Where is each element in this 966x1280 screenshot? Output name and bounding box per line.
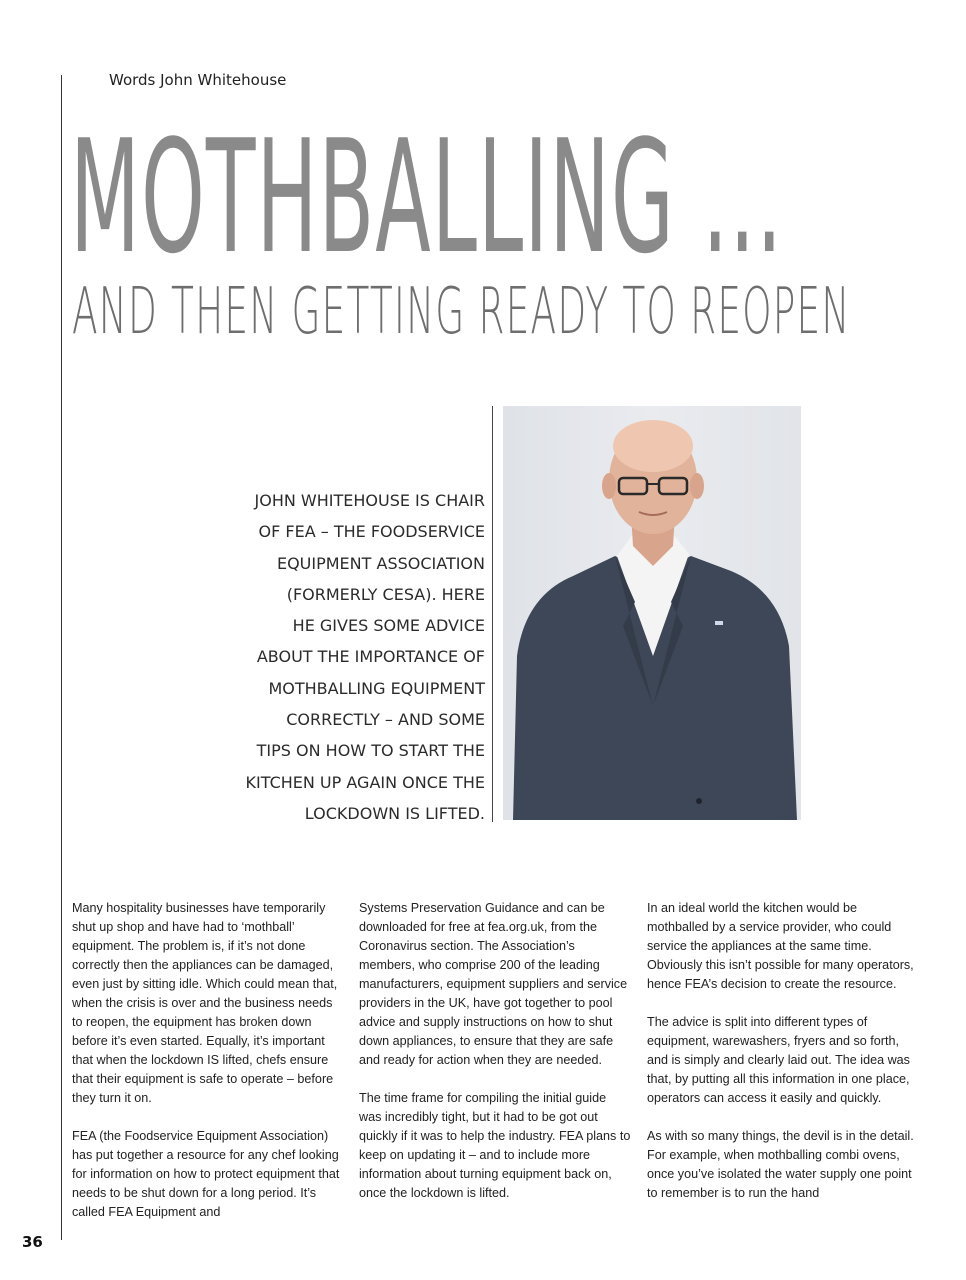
portrait-illustration — [503, 406, 801, 820]
body-column-2 — [359, 899, 631, 1222]
author-portrait-photo — [503, 406, 801, 820]
standfirst-line: TIPS ON HOW TO START THE — [256, 741, 485, 761]
page-number: 36 — [22, 1233, 43, 1251]
standfirst — [222, 485, 485, 829]
standfirst-line: JOHN WHITEHOUSE IS CHAIR — [254, 491, 485, 510]
standfirst-line: ABOUT THE IMPORTANCE OF — [256, 647, 485, 667]
body-paragraph: FEA (the Foodservice Equipment Association) has put together a resource for any chef looking for information on how to protect equipment that needs to be shut down for a long period. It’s called FEA Equipment and — [72, 1129, 340, 1219]
standfirst-line: CORRECTLY – AND SOME — [286, 710, 485, 730]
byline: Words John Whitehouse — [109, 71, 287, 89]
standfirst-rule — [492, 406, 493, 822]
standfirst-line: KITCHEN UP AGAIN ONCE THE — [245, 772, 485, 792]
standfirst-line: LOCKDOWN IS LIFTED. — [304, 803, 485, 823]
body-paragraph: The time frame for compiling the initial guide was incredibly tight, but it had to be got out quickly if it was to help the industry. FEA plans to keep on updating it – and to include more information about turning equipment back on, once the lockdown is lifted. — [359, 1091, 631, 1200]
body-paragraph: In an ideal world the kitchen would be mothballed by a service provider, who could service the appliances at the same time. Obviously this isn’t possible for many operators, hence FEA’s decision to create the resource. — [647, 901, 914, 991]
body-paragraph: The advice is split into different types of equipment, warewashers, fryers and so forth, and is simply and clearly laid out. The idea was that, by putting all this information in one place, operators can access it easily and quickly. — [647, 1015, 910, 1105]
body-column-1 — [72, 899, 344, 1241]
subheadline: AND THEN GETTING READY TO REOPEN — [72, 275, 851, 349]
standfirst-line: EQUIPMENT ASSOCIATION — [276, 553, 485, 573]
body-column-3 — [647, 899, 922, 1222]
standfirst-line: HE GIVES SOME ADVICE — [292, 616, 485, 636]
standfirst-line: OF FEA – THE FOODSERVICE — [258, 522, 485, 542]
body-paragraph: As with so many things, the devil is in the detail. For example, when mothballing combi ovens, once you’ve isolated the water supply one point to remember is to run the hand — [647, 1129, 914, 1200]
headline: MOTHBALLING … — [70, 106, 784, 288]
body-paragraph: Systems Preservation Guidance and can be downloaded for free at fea.org.uk, from the Coronavirus section. The Association’s members, who comprise 200 of the leading manufacturers, equipment suppliers and service providers in the UK, have got together to pool advice and supply instructions on how to shut down appliances, to ensure that they are safe and ready for action when they are needed. — [359, 901, 628, 1067]
left-rule — [61, 75, 62, 1240]
body-paragraph: Many hospitality businesses have temporarily shut up shop and have had to ‘mothball’ equipment. The problem is, if it’s not done correctly then the appliances can be damaged, even just by sitting idle. Which could mean that, when the crisis is over and the business needs to reopen, the equipment has broken down before it’s even started. Equally, it’s important that when the lockdown IS lifted, chefs ensure that their equipment is safe to operate – before they turn it on. — [72, 901, 338, 1105]
standfirst-line: (FORMERLY CESA). HERE — [286, 584, 485, 604]
standfirst-line: MOTHBALLING EQUIPMENT — [268, 678, 485, 698]
